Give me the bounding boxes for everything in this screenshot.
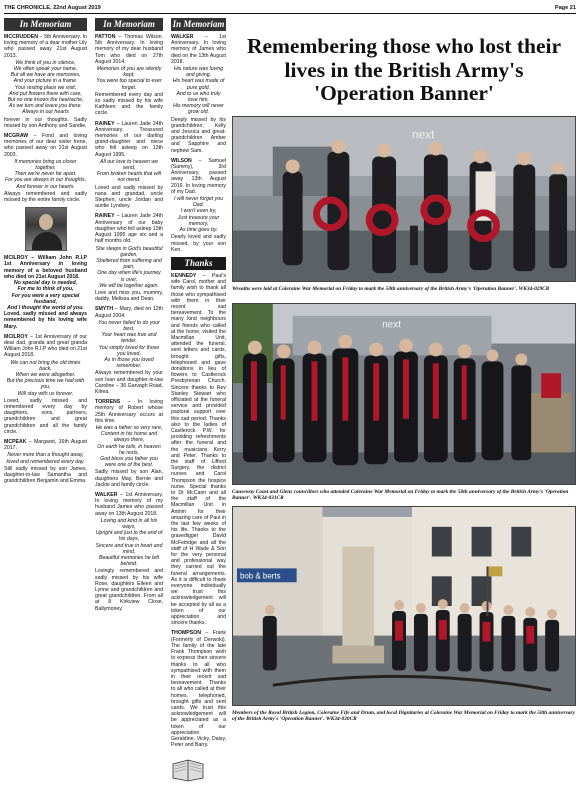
notice-walker-grandad <box>171 34 226 154</box>
notice-walker-husband <box>95 492 163 612</box>
verse-line: But no one knows the heartache, <box>7 97 84 104</box>
notice-intro: – Mary, died on 12th August 2004. <box>95 306 163 319</box>
photo-caption: Causeway Coast and Glens councillors who attended Coleraine War Memorial on Friday to mark the 50th anniversary of the British Army's 'Operation Banner'. WK34-031CR <box>232 489 569 502</box>
notice-title: MCILROY – William John R.I.P 1st Anniversary in loving memory of a beloved husband who died on 21st August 2018. <box>4 255 87 280</box>
verse-line: She sleeps in God's beautiful garden, <box>95 245 163 258</box>
notice-name: MCILROY <box>4 333 28 340</box>
verse-line: Content in his home and always there, <box>100 431 158 444</box>
notice-name: PATTON <box>95 34 116 40</box>
page-number: Page 21 <box>554 4 576 11</box>
notice-verse <box>95 320 163 370</box>
verse-line: And your picture in a frame. <box>13 78 78 85</box>
notice-name: SMYTH <box>95 306 114 313</box>
section-heading: In Memoriam <box>95 18 163 31</box>
notice-rainey-daughter <box>95 213 163 302</box>
article-headline: Remembering those who lost their lives in the British Army's 'Operation Banner' <box>246 34 562 105</box>
notice-name: MCGRAW <box>4 133 29 140</box>
notice-name: TORRENS <box>95 399 121 406</box>
notice-verse <box>4 452 87 464</box>
thanks-kennedy <box>171 273 226 627</box>
thanks-text: – Frank (Formerly of Derwoki). The family of the late Frank Thompson wish to express their sincere thanks to all who sympathised with them in their recent sad bereavement. Thanks to all who called at their homes, telephoned, brought gifts and sent cards. We trust this acknowledgement will be appreciated as a token of our appreciation. Geraldine, Vicky, Daisy, Peter and Barry. <box>171 630 226 749</box>
photo-councillors <box>232 303 576 485</box>
notice-torrens <box>95 399 163 488</box>
verse-line: His nature was loving and giving, <box>173 66 224 79</box>
notice-intro: – 1st Anniversary. In loving memory of James who died on the 13th August 2018. <box>171 34 226 65</box>
notice-intro: – 1st Anniversary. In loving memory of my husband James who passed away on 13th August 2018. <box>95 492 163 517</box>
notice-intro: – Margaret, 16th August 2017. <box>4 438 87 452</box>
verse-line: If memories bring us closer together, <box>14 158 77 172</box>
notice-mcgraw <box>4 133 87 203</box>
notice-name: MCPEAK <box>4 438 27 445</box>
verse-line: Always in our hearts <box>22 109 69 116</box>
notice-outro: Always remembered by your son Ivan and daughter-in-law Caroline – 36 Garvagh Road, Kilrea. <box>95 370 163 395</box>
portrait-photo <box>25 207 67 251</box>
verse-line: His memory will never grow old. <box>173 103 224 116</box>
notice-mccrudden <box>4 34 87 129</box>
notice-intro: – In loving memory of Robert whose 25th Anniversary occurs at this time. <box>95 399 163 424</box>
verse-line: Memories of you are silently kept, <box>96 66 162 79</box>
notice-name: MCCRUDDEN <box>4 34 39 40</box>
notice-name: RAINEY <box>95 120 115 127</box>
thanks-text: – Paul's wife Carol, mother and family wish to thank all those who sympathised with them in their recent sad bereavement. To the many kind neighbours and friends who called at the home, visited the Macmillan Unit, attended the funeral, sent letters and cards, brought gifts, telephoned and gave donations in lieu of flowers to Castlerock Presbyterian Church. Sincere thanks to Rev Stanley Stewart who officiated at the funeral service and provided pastoral support over this sad period. Thanks also to the ladies of Castlerock P.W. for providing refreshments after the funeral and the musicians Kerry and Peter. Thanks to the staff of Lifford Surgery, the district nurses and Carol Thompson the hospice nurse. Special thanks to Dr McCann and all the staff of the Macmillan Unit in Antrim for their amazing care of Paul in the last few weeks of his life. Thanks to the gravedigger David McFetridge and all the staff of H Wade & Son for the very personal and professional way they carried out the funeral arrangements. As it is difficult to thank everyone individually we trust this acknowledgement will be accepted by all as a token of our appreciation and sincere thanks. <box>171 272 226 627</box>
column-in-memoriam-1 <box>4 18 87 734</box>
verse-line: You simply loved for those you loved, <box>98 344 160 357</box>
verse-line: His heart was made of pure gold. <box>172 78 225 91</box>
verse-line: But the precious time we had with you, <box>6 378 85 391</box>
verse-line: For you are always in our thoughts, <box>4 177 87 184</box>
verse-line: All our love to heaven we send, <box>100 158 158 172</box>
verse-line: Your resting place we visit, <box>14 84 77 91</box>
photo-caption: Members of the Royal British Legion, Coleraine Fife and Drum, and local Dignitaries at Coleraine War Memorial on Friday to mark the 50th anniversary of the British Army's 'Operation Banner'. WK34-030CR <box>232 710 575 723</box>
verse-line: He was a father so very rare, <box>95 424 163 431</box>
notice-verse <box>95 159 163 184</box>
verse-line: Never more than a thought away, <box>7 452 84 459</box>
notice-name: WILSON <box>171 157 192 164</box>
notice-outro: Loved, sadly missed and remembered every day by daughters, sons, partners, grandchildren and great grandchildren and all the family circle. <box>4 397 87 435</box>
verse-line: loved and remembered every day. <box>6 458 85 465</box>
verse-line: From broken hearts that will not mend. <box>96 171 161 184</box>
notice-mcilroy-dad <box>4 334 87 435</box>
notice-name: RAINEY <box>95 213 115 220</box>
notice-verse <box>95 425 163 468</box>
verse-line: But all we have are memories, <box>10 72 81 79</box>
notice-verse <box>95 518 163 568</box>
verse-line: As we turn and leave you there. <box>9 103 82 110</box>
verse-line: I will never forget you Dad, <box>173 196 223 209</box>
notice-outro: Remembered every day and so sadly missed by his wife Kathleen and the family circle. <box>95 91 163 117</box>
notice-verse <box>4 159 87 190</box>
notice-outro: Love and miss you, mummy, daddy, Melissa and Dean. <box>95 289 163 303</box>
shop-sign-text: next <box>411 127 435 142</box>
verse-line: And forever in our hearts. <box>16 183 75 190</box>
notice-verse <box>4 280 87 311</box>
verse-line: Then we're never far apart. <box>14 171 77 178</box>
notice-outro: Always remembered and sadly missed by the entire family circle. <box>4 190 87 204</box>
thanks-name: THOMPSON <box>171 630 201 637</box>
verse-line: On earth he toils, in heaven he rests, <box>97 443 161 456</box>
verse-line: Beautiful memories he left behind. <box>99 555 159 568</box>
column-in-memoriam-2 <box>95 18 163 734</box>
section-heading: In Memoriam <box>172 19 225 29</box>
thanks-heading: Thanks <box>171 257 226 270</box>
notice-outro: Deeply missed by his grandchildren, Kelly and Jessica and great-grandchildren Amber and Sapphire and nephew Sam. <box>171 116 226 154</box>
verse-line: I won't even try, <box>180 208 217 215</box>
verse-line: God bless you father you were one of the best. <box>100 456 158 469</box>
shop-sign-text: bob & berts <box>239 571 281 581</box>
verse-line: One day when life's journey is over, <box>97 270 161 283</box>
notice-rainey-granddaughter <box>95 121 163 210</box>
notice-name: WALKER <box>95 492 118 499</box>
verse-line: Just treasure your memory, <box>177 214 220 227</box>
verse-line: Your heart was true and tender, <box>101 332 157 345</box>
notice-outro: Loved and sadly missed by nana and grandad, uncle Stephen, uncle Jordan and auntie Lyndsey. <box>95 184 163 210</box>
publication-date: THE CHRONICLE, 22nd August 2019 <box>4 4 101 11</box>
photo-wreath-laying <box>232 116 576 282</box>
book-icon <box>171 756 205 782</box>
verse-line: And I thought the world of you. <box>7 304 84 311</box>
verse-line: No special day is needed, <box>13 280 78 287</box>
photo-royal-british-legion <box>232 506 576 706</box>
verse-line: For you were a very special husband, <box>11 292 80 305</box>
verse-line: Upright and just to the end of his days, <box>95 530 163 543</box>
notice-outro: Still sadly missed by son James, daughter-in-law Samantha and grandchildren Benjamin and Emma. <box>4 465 87 485</box>
notice-mcilroy-husband <box>4 255 87 329</box>
notice-verse <box>171 196 226 233</box>
shop-sign-text: next <box>382 319 401 331</box>
notice-outro: Sadly missed by son Alan, daughters May, Bernie and Jackie and family circle. <box>95 469 163 488</box>
section-heading: In Memoriam <box>4 18 87 31</box>
notice-patton <box>95 34 163 117</box>
verse-line: Sincere and true in heart and mind, <box>95 542 163 555</box>
verse-line: For me to think of you, <box>17 286 74 293</box>
notice-intro: – 5th Anniversary. In loving memory of a dear mother Lily who passed away 21st August 2013. <box>4 34 87 59</box>
notice-verse <box>171 66 226 116</box>
notice-outro: Lovingly remembered and sadly missed by his wife Rose, daughters Eileen and Lynne and grandchildren and great grandchildren. From all at 8 Kirkview Close, Ballymoney. <box>95 568 163 612</box>
notice-outro: Dearly loved and sadly missed, by your son Ken. <box>171 234 226 253</box>
notice-intro: – Lauren Jade 24th Anniversary. Treasured memories of our darling grand-daughter and niece who fell asleep on 13th August 1995. <box>95 120 163 158</box>
verse-line: As in those you loved remember. <box>104 356 154 370</box>
verse-line: We will be together again. <box>99 282 159 289</box>
notice-outro: Loved, sadly missed and always remembered by his loving wife Mary. <box>4 311 87 330</box>
verse-line: Sheltered from suffering and pain, <box>96 257 162 271</box>
notice-smyth <box>95 306 163 395</box>
verse-line: You were too special to ever forget. <box>96 78 162 91</box>
notice-outro: forever in our thoughts. Sadly missed by son Anthony and Sandie. <box>4 116 87 129</box>
notice-intro: – Lauren Jade 24th Anniversary of our baby daughter who fell asleep 13th August 1995 age six and a half months old. <box>95 213 163 245</box>
notice-intro: – 1st Anniversary of our dear dad, granda and great granda William John R.I.P who died on 21st August 2018. <box>4 333 87 359</box>
thanks-name: KENNEDY <box>171 272 197 279</box>
verse-line: Loving and kind in all his ways, <box>100 517 158 531</box>
thanks-thompson <box>171 630 226 748</box>
verse-line: And to us who truly love him, <box>176 90 221 104</box>
verse-line: We think of you in silence, <box>15 59 76 66</box>
verse-line: As time goes by. <box>179 227 218 234</box>
notice-intro: – Thomas Wilson. 5th Anniversary. In loving memory of my dear husband Tom who died on 27th August 2014. <box>95 34 163 65</box>
verse-line: You never failed to do your best, <box>98 319 160 332</box>
notice-verse <box>95 66 163 91</box>
notice-intro: – Fond and loving memories of our dear sister Irene, who passed away on 21st August 2003. <box>4 133 87 158</box>
verse-line: And put flowers there with care, <box>9 90 82 97</box>
notice-mcpeak <box>4 439 87 484</box>
notice-verse <box>95 246 163 289</box>
notice-intro: – Samuel (Sammy), 3rd Anniversary, passed away 13th August 2016. In loving memory of my Dad. <box>171 157 226 195</box>
notice-wilson <box>171 158 226 253</box>
notice-verse <box>4 60 87 116</box>
notice-verse <box>4 360 87 397</box>
column-in-memoriam-3 <box>171 18 226 749</box>
verse-line: We can not bring the old times back, <box>10 359 81 372</box>
photo-caption: Wreaths were laid at Coleraine War Memorial on Friday to mark the 50th anniversary of the British Army's 'Operation Banner'. WK34-029CR <box>232 286 550 292</box>
verse-line: We often speak your name, <box>13 66 78 73</box>
page-header <box>4 2 576 14</box>
notice-name: WALKER <box>171 34 194 40</box>
verse-line: When we were altogether. <box>15 371 76 378</box>
verse-line: Will stay with us forever. <box>17 390 74 397</box>
